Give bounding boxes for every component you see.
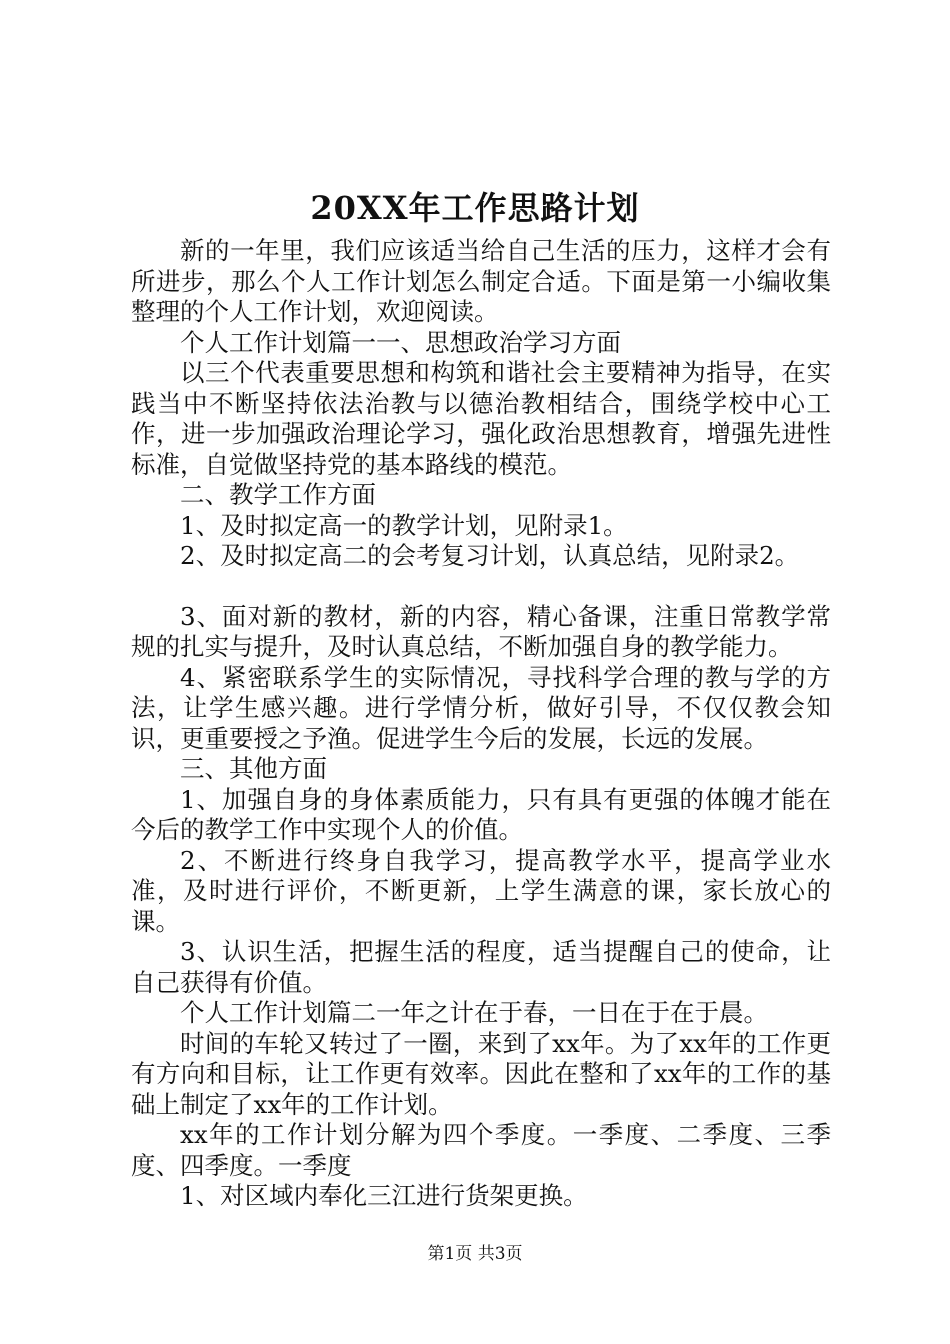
section-heading-plan-one: 个人工作计划篇一一、思想政治学习方面 <box>180 327 621 357</box>
list-item-teaching-2: 2、及时拟定高二的会考复习计划，认真总结，见附录2。 <box>180 541 800 570</box>
list-item-teaching-4: 4、紧密联系学生的实际情况，寻找科学合理的教与学的方法，让学生感兴趣。进行学情分析，做好引导，不仅仅教会知识，更重要授之予渔。促进学生今后的发展，长远的发展。 <box>131 662 831 753</box>
blank-line <box>131 572 831 602</box>
paragraph-political-study: 以三个代表重要思想和构筑和谐社会主要精神为指导，在实践当中不断坚持依法治教与以德治教相结合，围绕学校中心工作，进一步加强政治理论学习，强化政治思想教育，增强先进性标准，自觉做坚持党的基本路线的模范。 <box>131 358 831 479</box>
list-item-other-2: 2、不断进行终身自我学习，提高教学水平，提高学业水准，及时进行评价，不断更新，上学生满意的课，家长放心的课。 <box>131 845 831 936</box>
document-title: 20XX年工作思路计划 <box>310 189 640 227</box>
list-item-quarter-1: 1、对区域内奉化三江进行货架更换。 <box>180 1181 588 1210</box>
paragraph-time-wheel: 时间的车轮又转过了一圈，来到了xx年。为了xx年的工作更有方向和目标，让工作更有效率。因此在整和了xx年的工作的基础上制定了xx年的工作计划。 <box>131 1028 831 1119</box>
section-heading-plan-two: 个人工作计划篇二一年之计在于春，一日在于在于晨。 <box>180 998 768 1027</box>
document-body <box>131 236 831 1212</box>
list-item-other-3: 3、认识生活，把握生活的程度，适当提醒自己的使命，让自己获得有价值。 <box>131 937 831 997</box>
list-item-teaching-3: 3、面对新的教材，新的内容，精心备课，注重日常教学常规的扎实与提升，及时认真总结，不断加强自身的教学能力。 <box>131 601 831 661</box>
section-heading-teaching: 二、教学工作方面 <box>180 480 376 509</box>
paragraph-intro: 新的一年里，我们应该适当给自己生活的压力，这样才会有所进步，那么个人工作计划怎么制定合适。下面是第一小编收集整理的个人工作计划，欢迎阅读。 <box>131 236 831 326</box>
list-item-teaching-1: 1、及时拟定高一的教学计划，见附录1。 <box>180 510 628 540</box>
page-footer: 第1页 共3页 <box>427 1244 523 1264</box>
paragraph-quarters: xx年的工作计划分解为四个季度。一季度、二季度、三季度、四季度。一季度 <box>131 1120 831 1180</box>
list-item-other-1: 1、加强自身的身体素质能力，只有具有更强的体魄才能在今后的教学工作中实现个人的价值。 <box>131 784 831 844</box>
section-heading-other: 三、其他方面 <box>180 754 327 783</box>
